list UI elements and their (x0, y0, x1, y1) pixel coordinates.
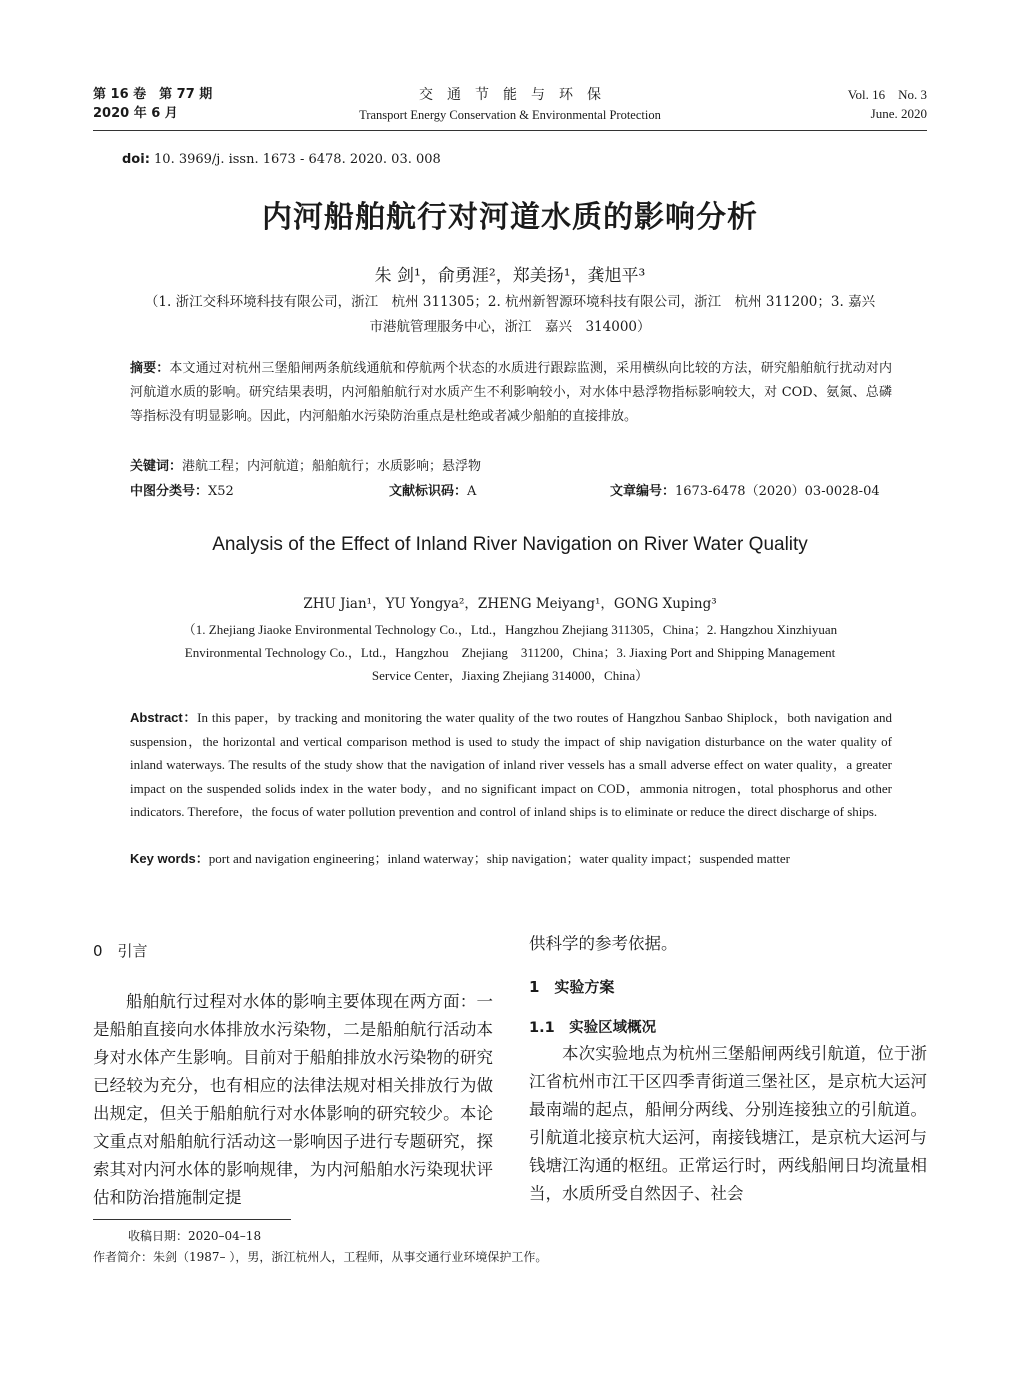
doi-value[interactable]: 10. 3969/j. issn. 1673 - 6478. 2020. 03. 008 (149, 152, 441, 167)
area-paragraph: 本次实验地点为杭州三堡船闸两线引航道，位于浙江省杭州市江干区四季青街道三堡社区，是京杭大运河最南端的起点，船闸分两线、分别连接独立的引航道。引航道北接京杭大运河，南接钱塘江，是京杭大运河与钱塘江沟通的枢纽。正常运行时，两线船闸日均流量相当，水质所受自然因子、社会 (529, 1044, 927, 1203)
section-heading-introduction: 0 引言 (93, 942, 148, 960)
abstract-cn-label: 摘要： (130, 361, 170, 376)
header-volume-issue: 第 16 卷 第 77 期 (93, 87, 213, 102)
introduction-paragraph: 船舶航行过程对水体的影响主要体现在两方面：一是船舶直接向水体排放水污染物，二是船舶航行活动本身对水体产生影响。目前对于船舶排放水污染物的研究已经较为充分，也有相应的法律法规对相关排放行为做出规定，但关于船舶航行对水体影响的研究较少。本论文重点对船舶航行活动这一影响因子进行专题研究，探索其对内河水体的影响规律，为内河船舶水污染现状评估和防治措施制定提 (93, 992, 493, 1207)
abstract-en-text: In this paper，by tracking and monitoring the water quality of the two routes of Hangzhou Sanbao Shiplock，both navigation and suspension，the horizontal and vertical comparison method is used to study the impact of ship navigation disturbance on the water quality of inland waterways. The results of the study show that the navigation of inland river vessels has a small adverse effect on water quality，a greater impact on the suspended solids index in the water body，and no significant impact on COD，ammonia nitrogen，total phosphorus and other indicators. Therefore，the focus of water pollution prevention and control of inland ships is to eliminate or reduce the direct discharge of ships. (130, 710, 892, 819)
affiliations-cn (110, 290, 910, 340)
header-rule (93, 130, 927, 131)
paper-title-en: Analysis of the Effect of Inland River Navigation on River Water Quality (212, 534, 808, 555)
abstract-en-label: Abstract： (130, 710, 198, 725)
doi-label: doi: (122, 152, 150, 167)
article-number (610, 481, 880, 503)
header-vol-no: Vol. 16 No. 3 (847, 87, 927, 102)
keywords-cn-text: 港航工程；内河航道；船舶航行；水质影响；悬浮物 (182, 459, 482, 474)
abstract-cn-text: 本文通过对杭州三堡船闸两条航线通航和停航两个状态的水质进行跟踪监测，采用横纵向比较的方法，研究船舶航行扰动对内河航道水质的影响。研究结果表明，内河船舶航行对水质产生不利影响较小，对水体中悬浮物指标影响较大，对 COD、氨氮、总磷等指标没有明显影响。因此，内河船舶水污染防治重点是杜绝或者减少船舶的直接排放。 (130, 361, 892, 424)
header-journal-en: Transport Energy Conservation & Environmental Protection (359, 108, 661, 122)
article-number-label: 文章编号： (610, 484, 676, 499)
continuation-text: 供科学的参考依据。 (529, 934, 678, 953)
footnote-received-date: 收稿日期：2020–04–18 (128, 1229, 262, 1243)
clc-value: X52 (208, 484, 234, 499)
document-code-label: 文献标识码： (389, 484, 468, 499)
affiliation-line: 市港航管理服务中心，浙江 嘉兴 314000） (369, 319, 651, 335)
clc-number (130, 481, 234, 503)
keywords-en-label: Key words： (130, 851, 209, 866)
authors-en: ZHU Jian¹，YU Yongya²，ZHENG Meiyang¹，GONG Xuping³ (303, 596, 717, 612)
keywords-cn-label: 关键词： (130, 459, 183, 474)
document-code-value: A (467, 484, 477, 499)
header-journal-cn: 交 通 节 能 与 环 保 (419, 87, 601, 103)
abstract-en (130, 706, 892, 824)
affiliation-line: Environmental Technology Co.，Ltd.，Hangzhou Zhejiang 311200，China；3. Jiaxing Port and Shipping Management (184, 645, 836, 660)
keywords-en (130, 848, 920, 870)
header-date-en: June. 2020 (870, 106, 927, 121)
section-heading-experiment: 1 实验方案 (529, 978, 615, 996)
affiliations-en (110, 618, 910, 687)
affiliation-line: （1. 浙江交科环境科技有限公司，浙江 杭州 311305；2. 杭州新智源环境科技有限公司，浙江 杭州 311200；3. 嘉兴 (144, 294, 876, 310)
doi-line (122, 152, 441, 167)
article-number-value: 1673-6478（2020）03-0028-04 (675, 484, 880, 499)
keywords-en-text: port and navigation engineering；inland waterway；ship navigation；water quality impact；suspended matter (208, 851, 790, 866)
authors-cn: 朱 剑¹，俞勇涯²，郑美扬¹，龚旭平³ (374, 266, 646, 286)
abstract-cn (130, 357, 892, 429)
footnote-author-bio: 作者简介：朱剑（1987– ），男，浙江杭州人，工程师，从事交通行业环境保护工作。 (93, 1250, 548, 1264)
keywords-cn (130, 455, 892, 479)
paper-title-cn: 内河船舶航行对河道水质的影响分析 (262, 200, 758, 235)
header-date-cn: 2020 年 6 月 (93, 106, 178, 121)
affiliation-line: （1. Zhejiang Jiaoke Environmental Technology Co.，Ltd.，Hangzhou Zhejiang 311305，China；2. Hangzhou Xinzhiyuan (182, 622, 838, 637)
footnote-rule (93, 1219, 291, 1220)
document-code (389, 481, 476, 503)
subsection-heading-area: 1.1 实验区域概况 (529, 1020, 657, 1036)
affiliation-line: Service Center，Jiaxing Zhejiang 314000，China） (371, 668, 649, 683)
clc-label: 中图分类号： (130, 484, 209, 499)
